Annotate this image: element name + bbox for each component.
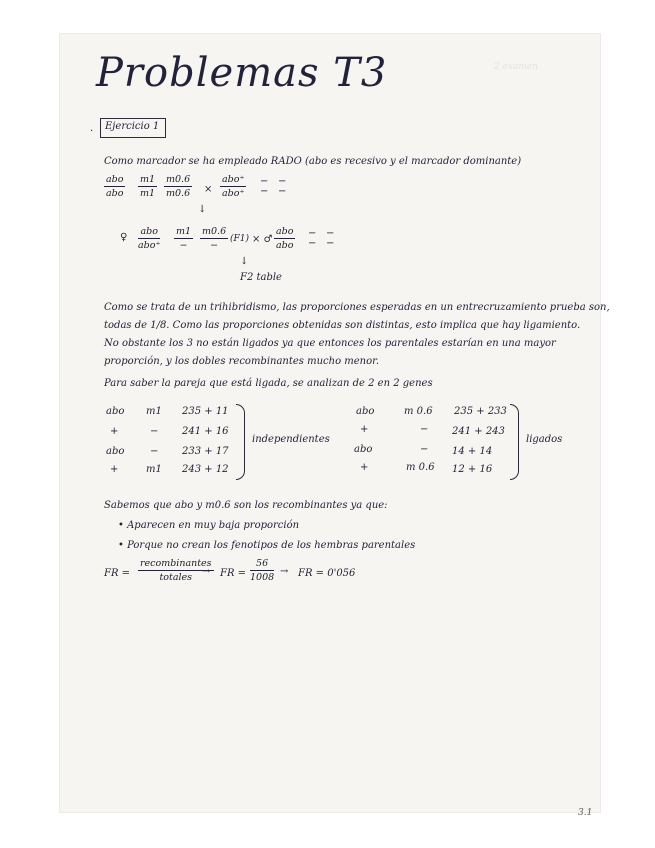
formula-fr-1: FR = <box>104 568 131 579</box>
left-row-2-c: 241 + 16 <box>182 426 229 437</box>
right-row-4-a: + <box>360 462 369 473</box>
left-row-2-a: + <box>110 426 119 437</box>
left-row-1-c: 235 + 11 <box>182 406 229 417</box>
independientes-label: independientes <box>252 434 330 445</box>
cross2-arrow: ↓ <box>240 256 249 267</box>
formula-fr-2: FR = <box>220 568 247 579</box>
formula-arrow-2: → <box>280 566 289 577</box>
formula-fraction-2: $\frac{56}{1008}$ <box>250 558 275 583</box>
left-row-2-b: − <box>150 426 159 437</box>
right-row-1-a: abo <box>356 406 375 417</box>
female-symbol: ♀ <box>120 232 128 243</box>
bullet-1: • Aparecen en muy baja proporción <box>118 520 300 531</box>
right-row-2-a: + <box>360 424 369 435</box>
left-row-4-b: m1 <box>146 464 162 475</box>
right-row-3-c: 14 + 14 <box>452 446 493 457</box>
formula-result: FR = 0'056 <box>298 568 356 579</box>
cross1-fraction-abo-plus: abo⁺ abo⁺ <box>222 174 245 199</box>
right-row-1-b: m 0.6 <box>404 406 433 417</box>
exercise-label: Ejercicio 1 <box>105 121 160 132</box>
right-row-1-c: 235 + 233 <box>454 406 507 417</box>
cross1-dash-1b: − <box>260 186 269 197</box>
cross1-fraction-abo: abo abo <box>106 174 124 199</box>
page-title: Problemas T3 <box>96 50 388 96</box>
cross2-dash-2: − <box>326 228 335 239</box>
cross2-fraction-m1: m1 − <box>176 226 192 251</box>
right-row-3-a: abo <box>354 444 373 455</box>
notebook-page <box>60 34 610 812</box>
paragraph-line-1: Como se trata de un trihibridismo, las proporciones esperadas en un entrecruzamiento prueba son, <box>104 302 610 313</box>
cross1-fraction-m1: $\frac{m1}{m1}$ <box>140 174 156 199</box>
formula-arrow-1: → <box>202 566 211 577</box>
ligados-label: ligados <box>526 434 563 445</box>
formula-fraction-1: recombinantes totales <box>140 558 212 583</box>
cross2-dash-2b: − <box>326 238 335 249</box>
cross2-dash-1b: − <box>308 238 317 249</box>
cross1-dash-2b: − <box>278 186 287 197</box>
left-row-4-c: 243 + 12 <box>182 464 229 475</box>
left-row-3-c: 233 + 17 <box>182 446 229 457</box>
f1-label: (F1) <box>230 234 249 244</box>
left-brace <box>236 404 245 480</box>
cross1-dash-2: − <box>278 176 287 187</box>
cross1-fraction-m06: $\frac{m0.6}{m0.6}$ <box>166 174 191 199</box>
cross2-times-male: × ♂ <box>252 234 273 245</box>
left-row-1-b: m1 <box>146 406 162 417</box>
right-row-4-b: m 0.6 <box>406 462 435 473</box>
right-row-2-c: 241 + 243 <box>452 426 505 437</box>
cross2-fraction-abo-abo: abo abo <box>276 226 294 251</box>
left-row-3-a: abo <box>106 446 125 457</box>
left-row-3-b: − <box>150 446 159 457</box>
cross2-fraction-m06: m0.6 − <box>202 226 227 251</box>
cross1-times: × <box>204 184 213 195</box>
ghost-header-text: 2 examen <box>494 62 539 72</box>
right-row-3-b: − <box>420 444 429 455</box>
analysis-intro: Para saber la pareja que está ligada, se analizan de 2 en 2 genes <box>104 378 433 389</box>
page-number: 3.1 <box>578 808 593 818</box>
bullet-dot: · <box>90 126 94 137</box>
left-row-4-a: + <box>110 464 119 475</box>
cross2-fraction-abo: abo abo⁺ <box>138 226 161 251</box>
right-row-4-c: 12 + 16 <box>452 464 493 475</box>
f2-table-label: F2 table <box>240 272 282 283</box>
recombinants-intro: Sabemos que abo y m0.6 son los recombinantes ya que: <box>104 500 388 511</box>
paragraph-line-3: No obstante los 3 no están ligados ya que entonces los parentales estarían en una mayor <box>104 338 556 349</box>
right-brace <box>510 404 519 480</box>
paragraph-line-4: proporción, y los dobles recombinantes mucho menor. <box>104 356 380 367</box>
cross1-dash-1: − <box>260 176 269 187</box>
paragraph-line-2: todas de 1/8. Como las proporciones obtenidas son distintas, esto implica que hay ligamiento. <box>104 320 581 331</box>
cross1-arrow: ↓ <box>198 204 207 215</box>
right-row-2-b: − <box>420 424 429 435</box>
cross2-dash-1: − <box>308 228 317 239</box>
intro-text: Como marcador se ha empleado RADO (abo es recesivo y el marcador dominante) <box>104 156 522 167</box>
left-row-1-a: abo <box>106 406 125 417</box>
bullet-2: • Porque no crean los fenotipos de los hembras parentales <box>118 540 416 551</box>
